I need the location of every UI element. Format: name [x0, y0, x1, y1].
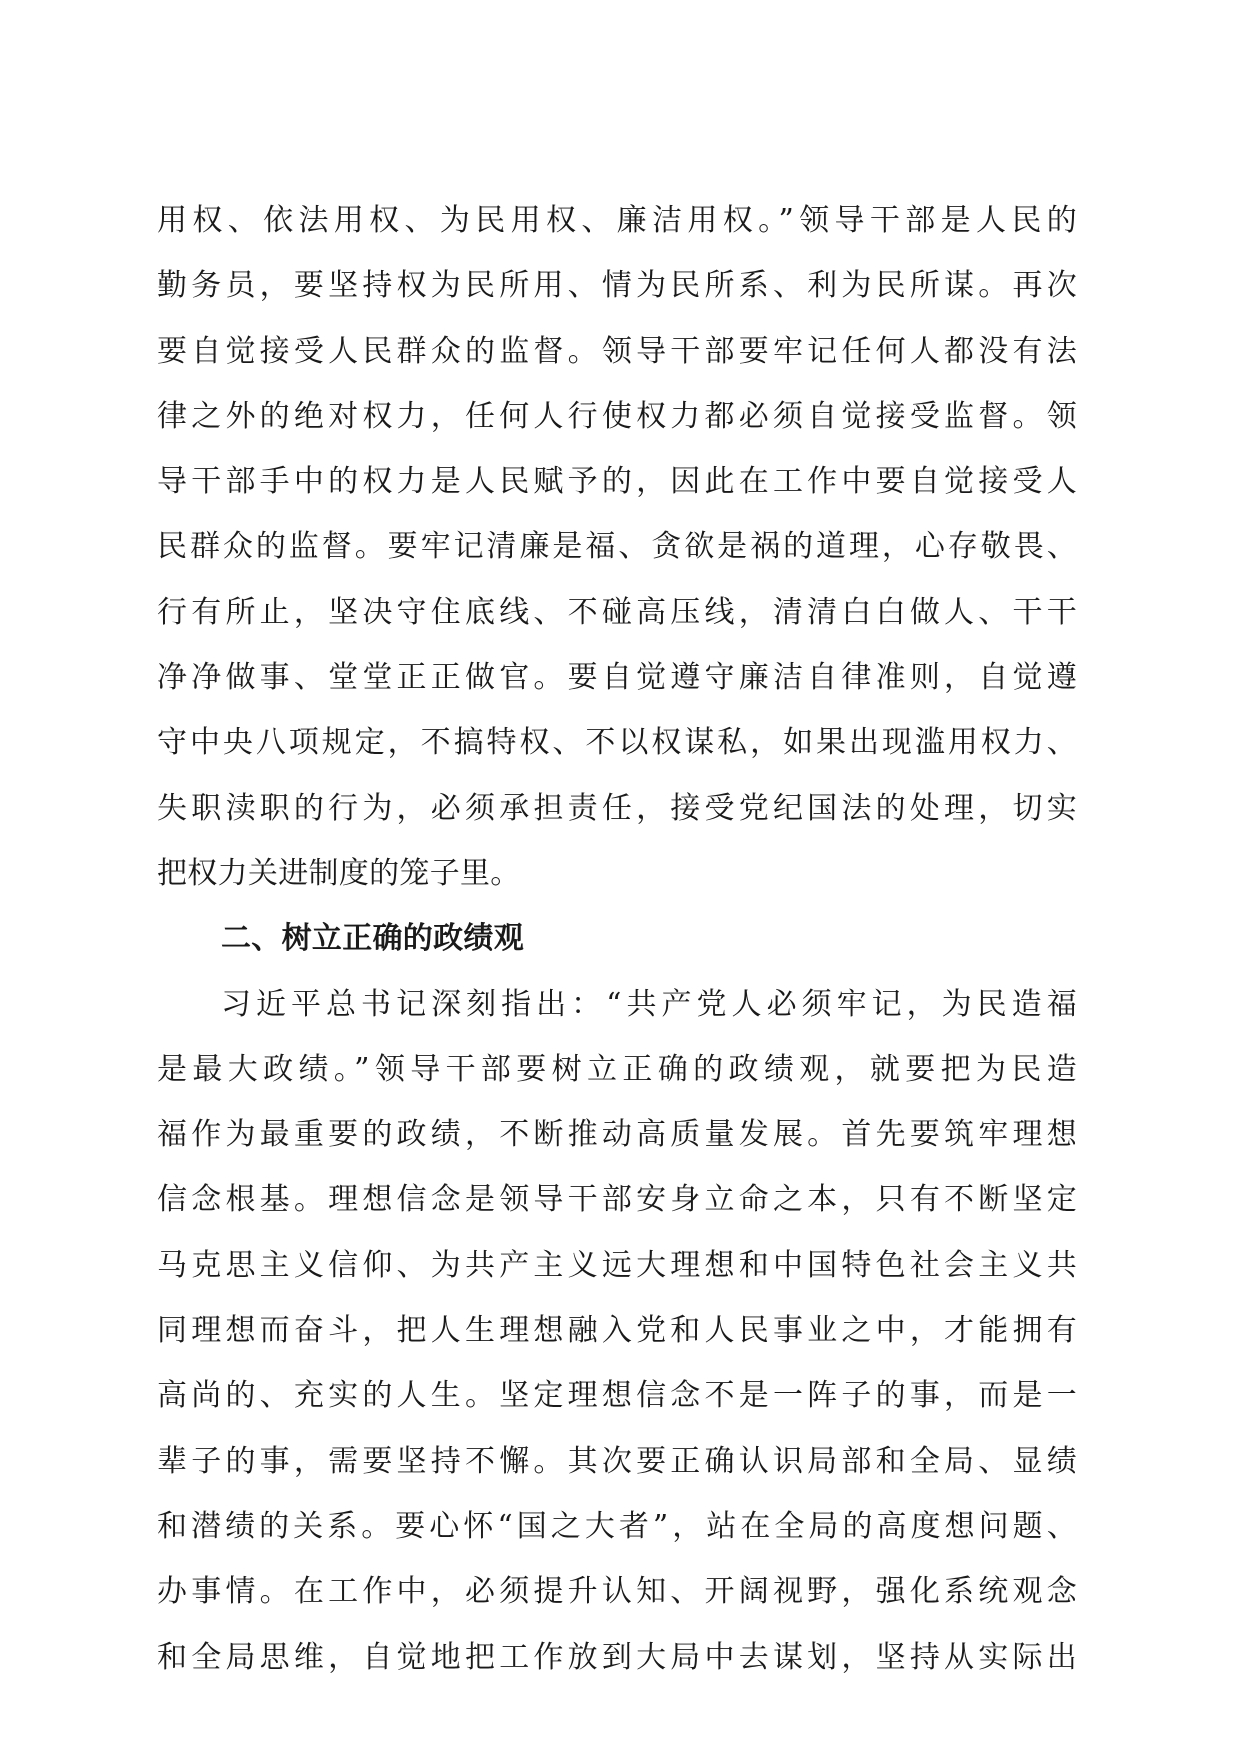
text-line: 福作为最重要的政绩，不断推动高质量发展。首先要筑牢理想 — [157, 1117, 1077, 1153]
text-line: 民群众的监督。要牢记清廉是福、贪欲是祸的道理，心存敬畏、 — [157, 529, 1077, 565]
text-line: 办事情。在工作中，必须提升认知、开阔视野，强化系统观念 — [157, 1574, 1077, 1610]
text-line: 是最大政绩。”领导干部要树立正确的政绩观，就要把为民造 — [157, 1051, 1077, 1087]
text-line: 辈子的事，需要坚持不懈。其次要正确认识局部和全局、显绩 — [157, 1443, 1077, 1479]
text-line: 要自觉接受人民群众的监督。领导干部要牢记任何人都没有法 — [157, 333, 1077, 369]
text-line: 守中央八项规定，不搞特权、不以权谋私，如果出现滥用权力、 — [157, 725, 1077, 761]
text-line: 失职渎职的行为，必须承担责任，接受党纪国法的处理，切实 — [157, 790, 1077, 826]
text-line: 导干部手中的权力是人民赋予的，因此在工作中要自觉接受人 — [157, 464, 1077, 500]
text-line: 净净做事、堂堂正正做官。要自觉遵守廉洁自律准则，自觉遵 — [157, 660, 1077, 696]
text-line: 高尚的、充实的人生。坚定理想信念不是一阵子的事，而是一 — [157, 1378, 1077, 1414]
text-line: 同理想而奋斗，把人生理想融入党和人民事业之中，才能拥有 — [157, 1313, 1077, 1349]
text-line: 行有所止，坚决守住底线、不碰高压线，清清白白做人、干干 — [157, 594, 1077, 630]
section-heading: 二、树立正确的政绩观 — [221, 921, 524, 957]
text-line: 和潜绩的关系。要心怀“国之大者”，站在全局的高度想问题、 — [157, 1508, 1077, 1544]
text-line: 马克思主义信仰、为共产主义远大理想和中国特色社会主义共 — [157, 1247, 1077, 1283]
text-line: 和全局思维，自觉地把工作放到大局中去谋划，坚持从实际出 — [157, 1639, 1077, 1675]
text-line: 律之外的绝对权力，任何人行使权力都必须自觉接受监督。领 — [157, 398, 1077, 434]
text-line: 习近平总书记深刻指出：“共产党人必须牢记，为民造福 — [221, 986, 1077, 1022]
document-body — [157, 188, 1077, 1690]
text-line: 把权力关进制度的笼子里。 — [157, 855, 521, 891]
text-line: 勤务员，要坚持权为民所用、情为民所系、利为民所谋。再次 — [157, 268, 1077, 304]
text-line: 用权、依法用权、为民用权、廉洁用权。”领导干部是人民的 — [157, 203, 1077, 238]
text-line: 信念根基。理想信念是领导干部安身立命之本，只有不断坚定 — [157, 1182, 1077, 1218]
